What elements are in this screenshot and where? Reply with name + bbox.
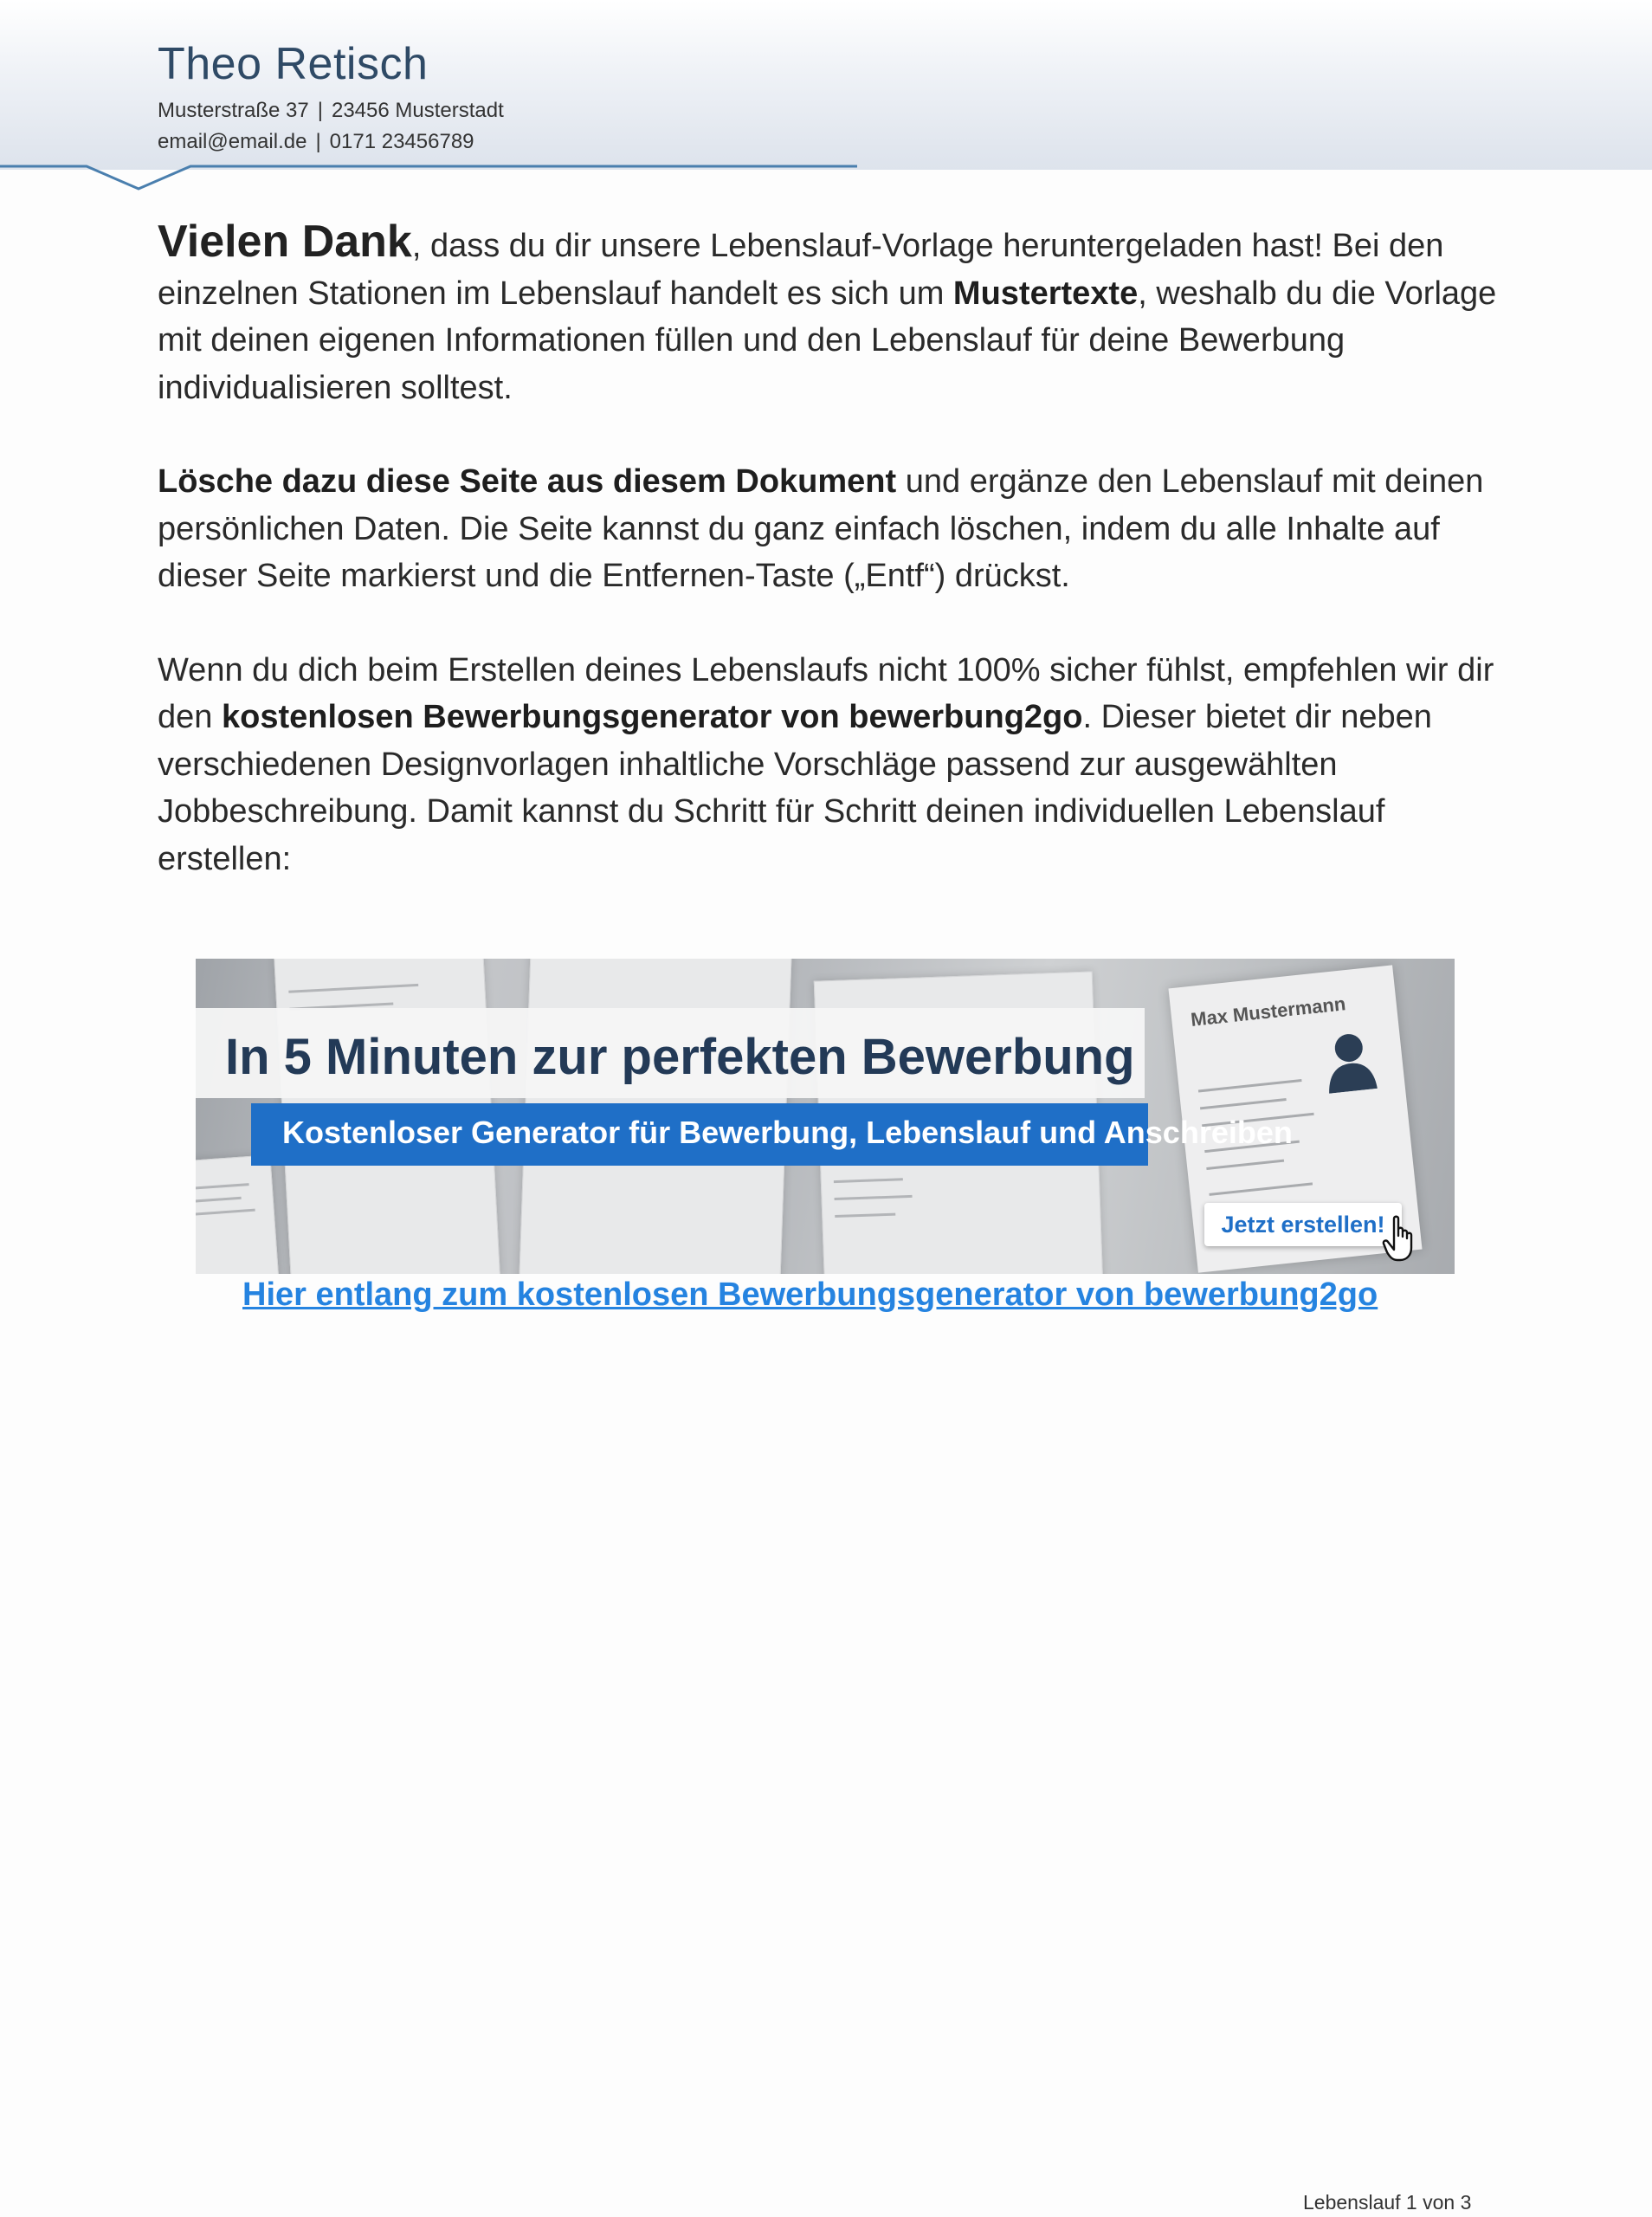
bold-text: Mustertexte xyxy=(952,275,1139,312)
paragraph-text: , weshalb du die Vorlage mit deinen eigenen Informationen füllen und den Lebenslauf für deine Bewerbung individualisieren solltest. xyxy=(158,275,1497,406)
paragraph-text: und ergänze den Lebenslauf mit deinen persönlichen Daten. Die Seite kannst du ganz einfach löschen, indem du alle Inhalte auf dieser Seite markierst und die Entfernen-Taste („Entf“) drückst. xyxy=(158,463,1484,594)
create-now-label: Jetzt erstellen! xyxy=(1221,1212,1385,1238)
paragraph-text: Wenn du dich beim Erstellen deines Lebenslaufs nicht 100% sicher fühlst, empfehlen wir dir den xyxy=(158,651,1494,735)
separator: | xyxy=(317,99,323,122)
intro-paragraph-2 xyxy=(158,458,1508,600)
contact-address xyxy=(158,99,504,123)
bold-text: kostenlosen Bewerbungsgenerator von bewerbung2go xyxy=(221,699,1083,735)
hand-pointer-icon xyxy=(1382,1215,1423,1264)
email[interactable]: email@email.de xyxy=(158,130,307,153)
generator-link[interactable]: Hier entlang zum kostenlosen Bewerbungsgenerator von bewerbung2go xyxy=(242,1277,1378,1313)
address-street: Musterstraße 37 xyxy=(158,99,309,122)
paragraph-text: . Dieser bietet dir neben verschiedenen Designvorlagen inhaltliche Vorschläge passend zur ausgewählten Jobbeschreibung. Damit kannst du Schritt für Schritt deinen individuellen Lebenslauf erstellen: xyxy=(158,699,1432,877)
phone: 0171 23456789 xyxy=(329,130,474,153)
banner-subline: Kostenloser Generator für Bewerbung, Lebenslauf und Anschreiben xyxy=(282,1115,1293,1150)
generator-banner[interactable] xyxy=(196,959,1455,1274)
cv-preview-name: Max Mustermann xyxy=(1190,992,1347,1031)
person-icon xyxy=(1321,1028,1379,1094)
paragraph-text: , dass du dir unsere Lebenslauf-Vorlage heruntergeladen hast! Bei den einzelnen Stationen im Lebenslauf handelt es sich um xyxy=(158,228,1444,312)
page-header xyxy=(0,0,1652,170)
intro-paragraph-3 xyxy=(158,647,1508,883)
address-city: 23456 Musterstadt xyxy=(331,99,504,122)
create-now-button[interactable] xyxy=(1204,1203,1402,1246)
page-footer: Lebenslauf 1 von 3 xyxy=(1303,2191,1472,2214)
background-document xyxy=(196,1154,281,1274)
banner-headline: In 5 Minuten zur perfekten Bewerbung xyxy=(225,1029,1135,1085)
bold-text: Lösche dazu diese Seite aus diesem Dokument xyxy=(158,463,897,500)
intro-paragraph-1 xyxy=(158,218,1508,411)
applicant-name: Theo Retisch xyxy=(158,39,429,89)
intro-text xyxy=(158,218,1508,929)
separator: | xyxy=(315,130,321,153)
contact-info xyxy=(158,130,474,154)
thanks-heading: Vielen Dank xyxy=(158,217,412,267)
